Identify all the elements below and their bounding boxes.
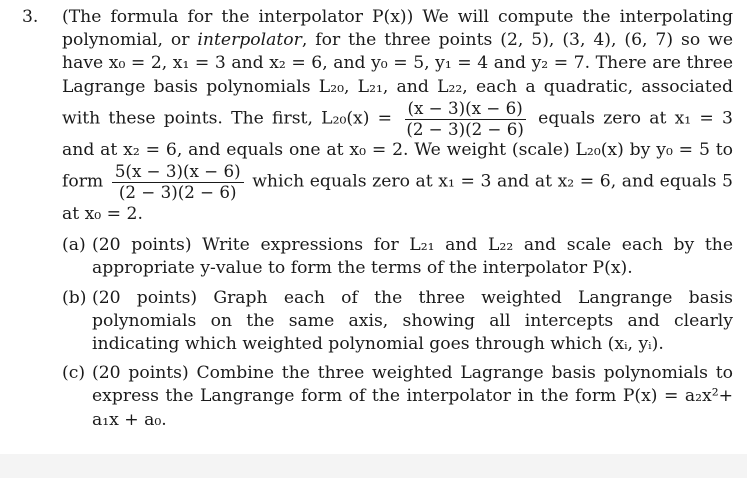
intro-text-c: equals zero at x₁ = 3 and at x₂ = 6, and equals one at x₀ = 2. We weight (scale) L₂₀(x) by y₀ = 5 to form [62,108,733,193]
subpart-text: (20 points) Combine the three weighted Lagrange basis polynomials to express the Langrange form of the interpolator in the form P(x) = a₂x²+ a₁x + a₀. [92,363,733,430]
fraction-l20-denominator: (2 − 3)(2 − 6) [406,119,524,139]
subpart-text: (20 points) Graph each of the three weighted Langrange basis polynomials on the same axis, showing all intercepts and clearly indicating which weighted polynomial goes through which (xᵢ, yᵢ). [92,287,733,354]
subpart-c [62,362,733,432]
fraction-l20 [403,99,527,139]
problem-statement [62,6,733,226]
subpart-label: (a) [62,235,86,256]
fraction-weighted-l20 [112,162,244,202]
intro-text-b: , for the three points (2, 5), (3, 4), (6, 7) so we have x₀ = 2, x₁ = 3 and x₂ = 6, and y₀ = 5, y₁ = 4 and y₂ = 7. There are three Lagrange basis polynomials L₂₀, L₂₁, and L₂₂, each a quadratic, associated with these points. The first, L₂₀(x) = [62,30,733,129]
fraction-weighted-numerator: 5(x − 3)(x − 6) [112,162,244,183]
subparts-list [62,234,733,432]
intro-text-a: (The formula for the interpolator P(x)) We will compute the interpolating polynomial, or [62,7,733,51]
page-footer-band [0,454,747,478]
subpart-label: (c) [62,363,86,384]
problem-number: 3. [22,7,39,27]
subpart-label: (b) [62,287,87,308]
subpart-a [62,234,733,280]
fraction-l20-numerator: (x − 3)(x − 6) [405,99,526,120]
intro-text-d: which equals zero at x₁ = 3 and at x₂ = 6, and equals 5 at x₀ = 2. [62,172,733,224]
problem-3 [22,6,733,226]
subpart-b [62,287,733,357]
subpart-text: (20 points) Write expressions for L₂₁ and L₂₂ and scale each by the appropriate y-value to form the terms of the interpolator P(x). [92,235,733,279]
interpolator-term: interpolator [197,30,302,51]
fraction-weighted-denominator: (2 − 3)(2 − 6) [118,183,237,203]
